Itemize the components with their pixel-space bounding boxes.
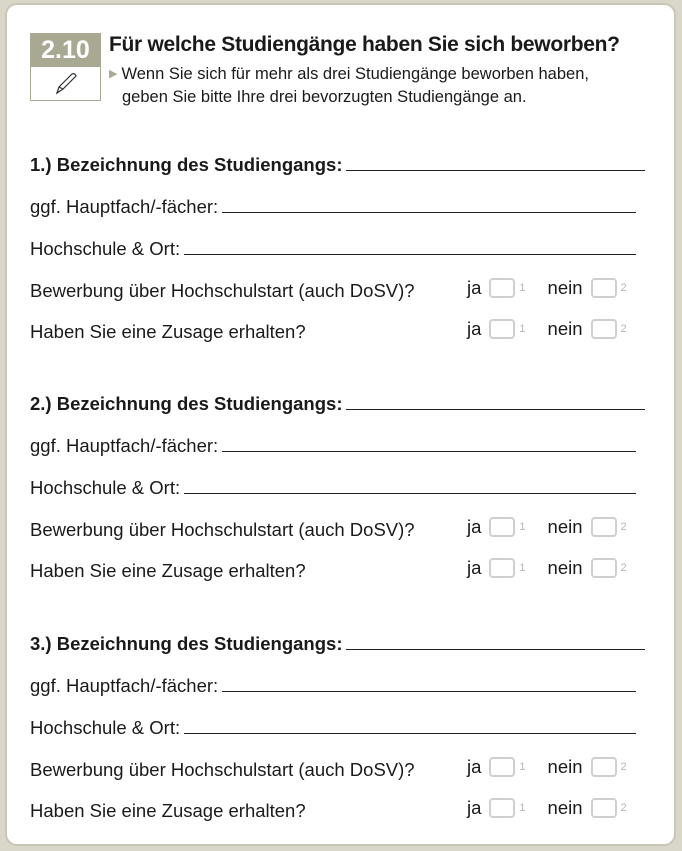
ja-checkbox[interactable] bbox=[489, 798, 515, 818]
university-label: Hochschule & Ort: bbox=[30, 477, 181, 498]
course-name-input[interactable] bbox=[346, 170, 645, 171]
nein-code: 2 bbox=[620, 802, 627, 814]
ja-label: ja bbox=[467, 277, 482, 298]
major-label: ggf. Hauptfach/-fächer: bbox=[30, 196, 219, 217]
ja-code: 1 bbox=[519, 802, 526, 814]
nein-label: nein bbox=[547, 318, 583, 339]
nein-code: 2 bbox=[620, 521, 627, 533]
ja-checkbox[interactable] bbox=[489, 558, 515, 578]
section-2-hochschulstart-row bbox=[30, 513, 415, 541]
nein-code: 2 bbox=[620, 761, 627, 773]
nein-checkbox[interactable] bbox=[591, 757, 617, 777]
section-3-course-name-row bbox=[30, 627, 645, 655]
section-1-zusage-row bbox=[30, 315, 306, 343]
hochschulstart-options bbox=[467, 753, 649, 781]
nein-checkbox[interactable] bbox=[591, 558, 617, 578]
university-label: Hochschule & Ort: bbox=[30, 717, 181, 738]
ja-checkbox[interactable] bbox=[489, 278, 515, 298]
hochschulstart-question: Bewerbung über Hochschulstart (auch DoSV)? bbox=[30, 519, 415, 540]
zusage-options bbox=[467, 315, 649, 343]
question-instruction bbox=[109, 63, 589, 109]
triangle-icon: ▶ bbox=[109, 68, 118, 80]
ja-label: ja bbox=[467, 318, 482, 339]
section-2-university-row bbox=[30, 471, 636, 499]
section-3-zusage-row bbox=[30, 794, 306, 822]
nein-checkbox[interactable] bbox=[591, 798, 617, 818]
nein-code: 2 bbox=[620, 282, 627, 294]
pen-icon bbox=[31, 67, 100, 101]
university-input[interactable] bbox=[184, 493, 636, 494]
course-name-label: 2.) Bezeichnung des Studiengangs: bbox=[30, 393, 343, 414]
major-label: ggf. Hauptfach/-fächer: bbox=[30, 675, 219, 696]
major-input[interactable] bbox=[222, 212, 636, 213]
ja-label: ja bbox=[467, 516, 482, 537]
section-2-course-name-row bbox=[30, 387, 645, 415]
course-name-input[interactable] bbox=[346, 649, 645, 650]
hochschulstart-options bbox=[467, 274, 649, 302]
zusage-options bbox=[467, 554, 649, 582]
major-input[interactable] bbox=[222, 451, 636, 452]
section-1-hochschulstart-row bbox=[30, 274, 415, 302]
section-1-major-row bbox=[30, 190, 636, 218]
hochschulstart-question: Bewerbung über Hochschulstart (auch DoSV)? bbox=[30, 759, 415, 780]
nein-checkbox[interactable] bbox=[591, 517, 617, 537]
course-name-label: 3.) Bezeichnung des Studiengangs: bbox=[30, 633, 343, 654]
nein-label: nein bbox=[547, 756, 583, 777]
nein-label: nein bbox=[547, 797, 583, 818]
section-1-course-name-row bbox=[30, 148, 645, 176]
hochschulstart-question: Bewerbung über Hochschulstart (auch DoSV)? bbox=[30, 280, 415, 301]
question-badge bbox=[30, 33, 101, 101]
nein-label: nein bbox=[547, 557, 583, 578]
nein-checkbox[interactable] bbox=[591, 319, 617, 339]
section-2-zusage-row bbox=[30, 554, 306, 582]
nein-code: 2 bbox=[620, 562, 627, 574]
ja-label: ja bbox=[467, 756, 482, 777]
hochschulstart-options bbox=[467, 513, 649, 541]
nein-label: nein bbox=[547, 277, 583, 298]
zusage-options bbox=[467, 794, 649, 822]
zusage-question: Haben Sie eine Zusage erhalten? bbox=[30, 800, 306, 821]
ja-code: 1 bbox=[519, 323, 526, 335]
ja-code: 1 bbox=[519, 761, 526, 773]
section-2-major-row bbox=[30, 429, 636, 457]
instruction-line-2: geben Sie bitte Ihre drei bevorzugten Studiengänge an. bbox=[122, 88, 527, 106]
university-label: Hochschule & Ort: bbox=[30, 238, 181, 259]
ja-label: ja bbox=[467, 797, 482, 818]
ja-code: 1 bbox=[519, 562, 526, 574]
section-3-hochschulstart-row bbox=[30, 753, 415, 781]
ja-code: 1 bbox=[519, 521, 526, 533]
nein-checkbox[interactable] bbox=[591, 278, 617, 298]
section-3-major-row bbox=[30, 669, 636, 697]
question-number: 2.10 bbox=[31, 34, 100, 67]
ja-checkbox[interactable] bbox=[489, 757, 515, 777]
zusage-question: Haben Sie eine Zusage erhalten? bbox=[30, 321, 306, 342]
nein-label: nein bbox=[547, 516, 583, 537]
ja-checkbox[interactable] bbox=[489, 319, 515, 339]
course-name-label: 1.) Bezeichnung des Studiengangs: bbox=[30, 154, 343, 175]
course-name-input[interactable] bbox=[346, 409, 645, 410]
question-title: Für welche Studiengänge haben Sie sich beworben? bbox=[109, 33, 620, 56]
major-input[interactable] bbox=[222, 691, 636, 692]
ja-checkbox[interactable] bbox=[489, 517, 515, 537]
section-3-university-row bbox=[30, 711, 636, 739]
university-input[interactable] bbox=[184, 254, 636, 255]
instruction-line-1: Wenn Sie sich für mehr als drei Studiengänge beworben haben, bbox=[121, 65, 589, 83]
ja-code: 1 bbox=[519, 282, 526, 294]
nein-code: 2 bbox=[620, 323, 627, 335]
zusage-question: Haben Sie eine Zusage erhalten? bbox=[30, 560, 306, 581]
section-1-university-row bbox=[30, 232, 636, 260]
major-label: ggf. Hauptfach/-fächer: bbox=[30, 435, 219, 456]
university-input[interactable] bbox=[184, 733, 636, 734]
ja-label: ja bbox=[467, 557, 482, 578]
